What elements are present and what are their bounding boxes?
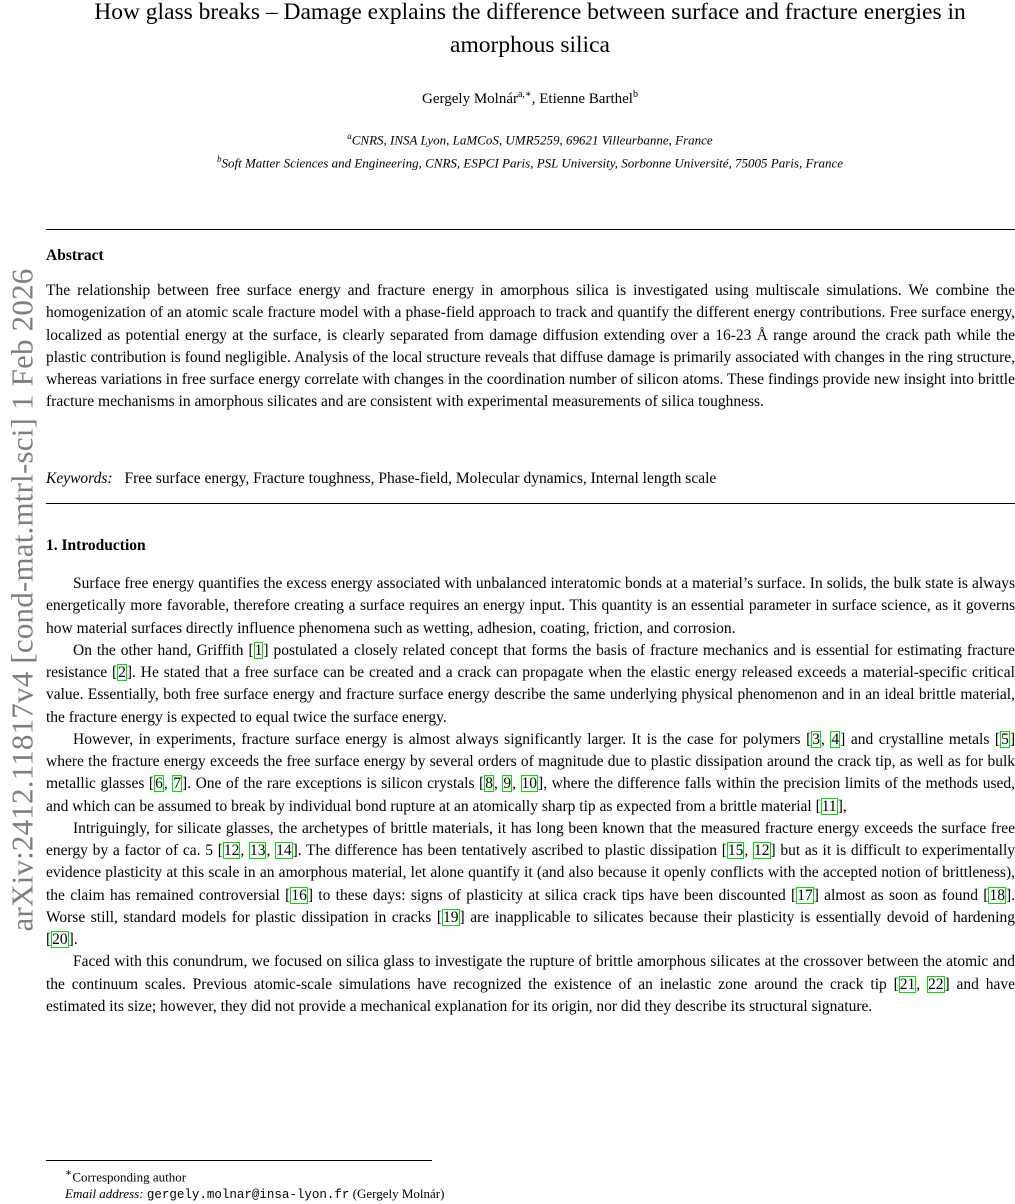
citation-link[interactable]: 1 xyxy=(254,641,263,659)
intro-text: ] postulated a closely related concept that forms the basis of fracture mechanics and is essential for estimating fracture resistance [ xyxy=(46,641,1015,681)
intro-text: , xyxy=(512,775,521,793)
affiliations xyxy=(60,127,1000,173)
email-address[interactable]: gergely.molnar@insa-lyon.fr xyxy=(146,1188,350,1203)
citation-link[interactable]: 10 xyxy=(521,775,538,793)
email-line xyxy=(65,1185,444,1204)
citation-link[interactable]: 18 xyxy=(989,886,1005,904)
intro-text: ] almost as soon as found [ xyxy=(813,886,989,904)
keywords-label: Keywords: xyxy=(46,470,113,487)
author-list: Gergely Molnár$^{a,∗}$, Etienne Barthel$^b$ xyxy=(422,89,638,107)
intro-text: , xyxy=(820,730,831,748)
author-affiliation-marker: a,∗ xyxy=(517,89,532,100)
affiliation-line: $^a$CNRS, INSA Lyon, LaMCoS, UMR5259, 69621 Villeurbanne, France xyxy=(347,131,713,148)
intro-text: ]. The difference has been tentatively ascribed to plastic dissipation [ xyxy=(292,842,727,859)
citation-link[interactable]: 8 xyxy=(485,775,493,793)
citation-link[interactable]: 7 xyxy=(173,775,182,793)
arxiv-sidebar-stamp xyxy=(2,0,42,1200)
email-owner: (Gergely Molnár) xyxy=(352,1186,445,1202)
intro-text: ]. Worse still, standard models for plastic dissipation in cracks [ xyxy=(46,886,1015,926)
email-label: Email address: xyxy=(65,1186,144,1202)
intro-text: Faced with this conundrum, we focused on silica glass to investigate the rupture of brittle amorphous silicates at the crossover between the atomic and the continuum scales. Previous atomic-scale simulations have recognized the existence of an inelastic zone around the crack tip [ xyxy=(46,953,1015,993)
introduction-body xyxy=(46,573,1015,1018)
introduction-heading: 1. Introduction xyxy=(46,537,146,554)
intro-text: ] where the fracture energy exceeds the free surface energy by several orders of magnitude due to plastic dissipation around the crack tip, as well as for bulk metallic glasses [ xyxy=(46,730,1015,793)
author-name: Etienne Barthel xyxy=(539,91,633,107)
intro-text: However, in experiments, fracture surface energy is almost always significantly larger. It is the case for polymers [ xyxy=(73,730,812,748)
citation-link[interactable]: 12 xyxy=(754,842,770,859)
keywords-text: Free surface energy, Fracture toughness, Phase-field, Molecular dynamics, Internal length scale xyxy=(124,470,717,487)
intro-text: ] are inapplicable to silicates because their plasticity is essentially devoid of hardening [ xyxy=(46,908,1015,948)
citation-link[interactable]: 6 xyxy=(155,775,163,793)
citation-link[interactable]: 14 xyxy=(276,842,292,859)
abstract-heading: Abstract xyxy=(46,247,104,264)
intro-text: ] and have estimated its size; however, they did not provide a mechanical explanation for its origin, nor did they describe its structural signature. xyxy=(46,975,1015,1015)
intro-paragraph xyxy=(46,951,1015,1018)
citation-link[interactable]: 3 xyxy=(812,730,820,748)
citation-link[interactable]: 13 xyxy=(249,842,266,859)
intro-paragraph xyxy=(46,573,1015,640)
citation-link[interactable]: 16 xyxy=(291,886,307,904)
citation-link[interactable]: 17 xyxy=(797,886,813,904)
citation-link[interactable]: 21 xyxy=(899,975,916,993)
intro-paragraph xyxy=(46,729,1015,818)
intro-text: ]. One of the rare exceptions is silicon crystals [ xyxy=(182,775,485,793)
citation-link[interactable]: 12 xyxy=(223,842,240,859)
abstract-text: The relationship between free surface energy and fracture energy in amorphous silica is investigated using multiscale simulations. We combine the homogenization of an atomic scale fracture model with a phase-field approach to track and quantify the different energy contributions. Free surface energy, localized as potential energy at the surface, is clearly separated from damage diffusion extending over a 16-23 Å range around the crack path while the plastic contribution is found negligible. Analysis of the local structure reveals that diffuse damage is primarily associated with changes in the ring structure, whereas variations in free surface energy correlate with changes in the coordination number of silicon atoms. These findings provide new insight into brittle fracture mechanisms in amorphous silicates and are consistent with experimental measurements of silica toughness. xyxy=(46,282,1015,411)
intro-text: ], where the difference falls within the precision limits of the methods used, and which can be assumed to break by individual bond rupture at an atomically sharp tip as expected from a brittle material [ xyxy=(46,775,1015,815)
arxiv-identifier: arXiv:2412.11817v4 [cond-mat.mtrl-sci] 1 Feb 2026 xyxy=(4,268,40,932)
intro-text: , xyxy=(266,842,276,859)
keywords xyxy=(46,470,1015,488)
citation-link[interactable]: 20 xyxy=(52,931,68,948)
intro-text: Intriguingly, for silicate glasses, the archetypes of brittle materials, it has long been known that the measured fracture energy exceeds the surface free energy by a factor of ca. 5 [ xyxy=(46,819,1015,859)
header-divider xyxy=(46,229,1015,230)
citation-link[interactable]: 5 xyxy=(1001,730,1009,748)
affiliation-line: $^b$Soft Matter Sciences and Engineering, CNRS, ESPCI Paris, PSL University, Sorbonne Université, 75005 Paris, France xyxy=(216,153,844,171)
intro-text: ] but as it is difficult to experimentally evidence plasticity at this scale in an amorphous material, let alone quantify it (and also because it openly conflicts with the accepted notion of brittleness), the claim has remained controversial [ xyxy=(46,842,1015,904)
author-affiliation-marker: b xyxy=(632,89,638,100)
intro-text: Surface free energy quantifies the excess energy associated with unbalanced interatomic bonds at a material’s surface. In solids, the bulk state is always energetically more favorable, therefore creating a surface requires an energy input. This quantity is an essential parameter in surface science, as it governs how material surfaces directly influence phenomena such as wetting, adhesion, coating, friction, and corrosion. xyxy=(46,575,1015,637)
intro-text: , xyxy=(916,975,927,993)
intro-text: ]. He stated that a free surface can be created and a crack can propagate when the elastic energy released exceeds a material-specific critical value. Essentially, both free surface energy and fracture surface energy describe the same underlying physical phenomenon and in an ideal brittle material, the fracture energy is expected to equal twice the surface energy. xyxy=(46,664,1015,726)
citation-link[interactable]: 4 xyxy=(831,730,840,748)
abstract-divider xyxy=(46,503,1015,504)
intro-text: , xyxy=(493,775,503,793)
footnote xyxy=(65,1165,444,1204)
citation-link[interactable]: 22 xyxy=(928,975,944,993)
citation-link[interactable]: 19 xyxy=(443,908,459,926)
paper-title: How glass breaks – Damage explains the difference between surface and fracture energies in amorphous silica xyxy=(94,0,966,58)
intro-text: ] to these days: signs of plasticity at silica crack tips have been discounted [ xyxy=(307,886,797,904)
intro-text: ] and crystalline metals [ xyxy=(840,730,1001,748)
citation-link[interactable]: 15 xyxy=(727,842,744,859)
intro-text: On the other hand, Griffith [ xyxy=(73,641,254,659)
footnote-divider xyxy=(46,1160,432,1161)
intro-text: ]. xyxy=(68,931,78,948)
intro-text: , xyxy=(240,842,249,859)
intro-text: ], xyxy=(837,797,847,815)
author-name: Gergely Molnár xyxy=(422,91,518,107)
intro-text: , xyxy=(744,842,754,859)
citation-link[interactable]: 2 xyxy=(118,664,126,681)
citation-link[interactable]: 9 xyxy=(503,775,512,793)
corresponding-author-note: ∗Corresponding author xyxy=(65,1167,187,1185)
intro-text: , xyxy=(163,775,173,793)
intro-paragraph xyxy=(46,818,1015,952)
citation-link[interactable]: 11 xyxy=(821,797,837,815)
intro-paragraph xyxy=(46,640,1015,729)
